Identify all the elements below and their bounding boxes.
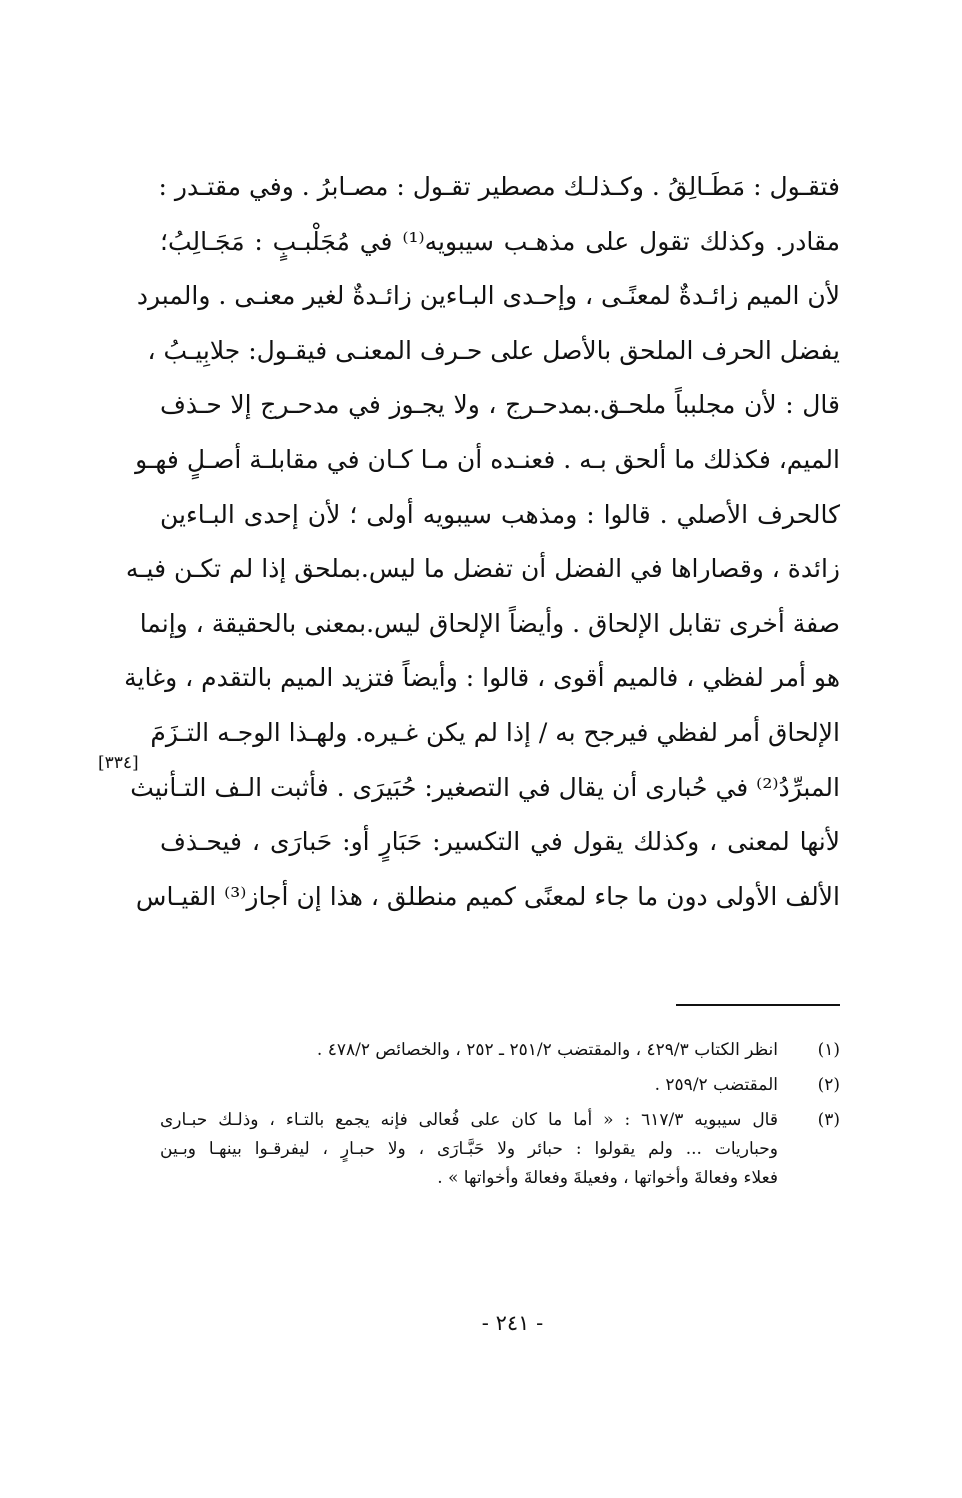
- footnote-item: [160, 1106, 840, 1193]
- text-line: هو أمر لفظي ، فالميم أقوى ، قالوا : وأيضاً فتزيد الميم بالتقدم ، وغاية: [124, 663, 840, 693]
- footnote-item: [160, 1036, 840, 1065]
- footnote-number: (٢): [817, 1075, 840, 1095]
- footnote-number: (١): [817, 1040, 840, 1060]
- text-line: الميم، فكذلك ما ألحق بـه . فعنـده أن مـا كـان في مقابلـة أصـلٍ فهـو: [135, 444, 840, 474]
- footnote-divider: [676, 1004, 840, 1006]
- text-line: المبرِّدُ⁽²⁾ في حُبارى أن يقال في التصغير: حُبَيرَى . فأثبت الـف التـأنيث: [130, 772, 840, 802]
- text-line: لأن الميم زائـدةٌ لمعنًـى ، وإحـدى البـاءين زائـدةٌ لغير معنـى . والمبرد: [136, 281, 840, 311]
- footnote-text: انظر الكتاب ٤٢٩/٣ ، والمقتضب ٢٥١/٢ ـ ٢٥٢ ، والخصائص ٤٧٨/٢ .: [316, 1040, 778, 1060]
- footnotes: [160, 1036, 840, 1193]
- text-line: يفضل الحرف الملحق بالأصل على حـرف المعنـى فيقـول: جلابِيـبُ ،: [147, 335, 840, 365]
- text-line: الألف الأولى دون ما جاء لمعنًى كميم منطلق ، هذا إن أجاز⁽³⁾ القيـاس: [135, 881, 840, 911]
- footnote-text: المقتضب ٢٥٩/٢ .: [654, 1075, 778, 1095]
- footnote-number: (٣): [817, 1110, 840, 1130]
- text-line: زائدة ، وقصاراها في الفضل أن تفضل ما ليس.بملحق إذا لم تكـن فيـه: [125, 554, 840, 584]
- text-line: مقادر. وكذلك تقول على مذهـب سيبويه⁽¹⁾ في مُجَلْبـبٍ : مَجَـالِبُ؛: [160, 226, 840, 256]
- text-line: قال : لأن مجلبباً ملحـق.بمدحـرج ، ولا يجـوز في مدحـرج إلا حـذف: [160, 390, 840, 420]
- text-line: لأنها لمعنى ، وكذلك يقول في التكسير: حَبَارٍ أو: حَبارَى ، فيحـذف: [160, 827, 840, 857]
- manuscript-page-marker: [٣٣٤]: [98, 753, 139, 773]
- text-line: صفة أخرى تقابل الإلحاق . وأيضاً الإلحاق ليس.بمعنى بالحقيقة ، وإنما: [139, 608, 840, 638]
- text-line: فتقـول : مَطَـالِقُ . وكـذلـك مصطير تقـول : مصـابرُ . وفي مقتـدر :: [158, 172, 840, 201]
- text-line: الإلحاق أمر لفظي فيرجح به / إذا لم يكن غـيره. ولهـذا الوجـه التـزَمَ: [150, 717, 840, 747]
- footnote-text: وحباريات ... ولم يقولوا : حبائر ولا حَبَّـارَى ، ولا حبـارٍ ، ليفرقـوا بينهـا وبـين: [160, 1139, 778, 1159]
- footnote-item: [160, 1071, 840, 1100]
- footnote-text: قال سيبويه ٦١٧/٣ : « أما ما كان على فُعالى فإنه يجمع بالتـاء ، وذلـك حبـارى: [160, 1110, 778, 1130]
- main-text: [124, 160, 840, 924]
- footnote-text: فعلاء وفعالةَ وأخواتها ، وفعيلةَ وفعالةَ وأخواتها » .: [437, 1168, 778, 1188]
- text-line: كالحرف الأصلي . قالوا : ومذهب سيبويه أولى ؛ لأن إحدى البـاءين: [160, 499, 840, 529]
- page-number: - ٢٤١ -: [481, 1311, 544, 1335]
